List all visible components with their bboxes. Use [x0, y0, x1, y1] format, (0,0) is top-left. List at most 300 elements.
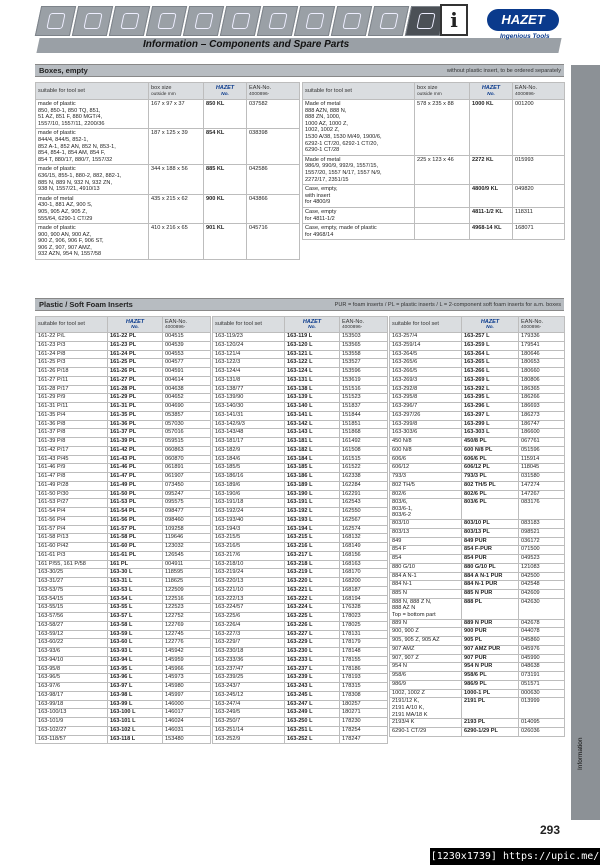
- pliers-icon: [220, 6, 261, 36]
- ean-cell: 146024: [163, 718, 211, 727]
- suitable-cell: made of metal 430-1, 881 AZ, 900 S, 905, 905 AZ, 905 Z, 555/64, 6290-1 CT/29: [36, 194, 149, 223]
- table-row: [213, 420, 388, 429]
- suitable-cell: 163-189/6: [213, 481, 285, 490]
- part-number-cell: 163-296 L: [462, 403, 519, 412]
- table-row: [36, 718, 211, 727]
- ean-cell: 161515: [340, 455, 388, 464]
- table-row: [36, 481, 211, 490]
- suitable-cell: 854: [390, 555, 462, 564]
- part-number-cell: 163-250 L: [285, 718, 340, 727]
- part-number-cell: 161-61 PL: [108, 551, 163, 560]
- part-number-cell: 163-98 L: [108, 691, 163, 700]
- col-ean: [163, 317, 211, 333]
- part-number-cell: 907 AMZ PUR: [462, 645, 519, 654]
- ean-cell: 168132: [340, 534, 388, 543]
- suitable-cell: 163-245/12: [213, 691, 285, 700]
- suitable-cell: 450 N/8: [390, 438, 462, 447]
- part-number-cell: 889 N PUR: [462, 619, 519, 628]
- part-number-cell: 163-30 L: [108, 569, 163, 578]
- part-number-cell: 2193 PL: [462, 719, 519, 728]
- suitable-cell: 163-297/26: [390, 411, 462, 420]
- inserts-table-2: [212, 316, 388, 744]
- ean-cell: 004690: [163, 403, 211, 412]
- part-number-cell: 163-216 L: [285, 543, 340, 552]
- table-row: [213, 726, 388, 735]
- table-row: [213, 534, 388, 543]
- part-number-cell: 163-295 L: [462, 394, 519, 403]
- ean-cell: 162550: [340, 508, 388, 517]
- suitable-cell: 163-54/15: [36, 595, 108, 604]
- table-row: [213, 709, 388, 718]
- col-no-label: HAZET: [125, 318, 145, 325]
- part-number-cell: 163-217 L: [285, 551, 340, 560]
- ean-cell: 004652: [163, 394, 211, 403]
- part-number-cell: 163-99 L: [108, 700, 163, 709]
- part-number-cell: 880 G/10 PL: [462, 563, 519, 572]
- part-number-cell: 163-96 L: [108, 674, 163, 683]
- part-number-cell: 163-215 L: [285, 534, 340, 543]
- gear-icon: [368, 6, 409, 36]
- table-row: [36, 359, 211, 368]
- table-row: [390, 537, 565, 546]
- page-number: 293: [540, 823, 561, 837]
- col-suitable: suitable for tool set: [36, 317, 108, 333]
- part-number-cell: 163-297 L: [462, 411, 519, 420]
- table-row: [36, 508, 211, 517]
- ean-cell: 176328: [340, 604, 388, 613]
- ean-cell: 049523: [519, 555, 565, 564]
- suitable-cell: Case, empty, with insert for 4800/9: [303, 185, 415, 208]
- col-ean-label: EAN-No.: [342, 318, 365, 325]
- table-row: [390, 572, 565, 581]
- table-row: [36, 420, 211, 429]
- table-row: [390, 654, 565, 663]
- ean-cell: 145959: [163, 656, 211, 665]
- screwdriver-icon-glyph: [194, 13, 213, 29]
- table-row: [213, 359, 388, 368]
- col-no: [462, 317, 519, 333]
- ean-cell: 162284: [340, 481, 388, 490]
- ean-cell: 044078: [519, 628, 565, 637]
- ean-cell: 073450: [163, 481, 211, 490]
- part-number-cell: 163-55 L: [108, 604, 163, 613]
- ean-cell: 083183: [519, 520, 565, 529]
- part-number-cell: 163-239 L: [285, 674, 340, 683]
- size-cell: 435 x 215 x 62: [149, 194, 204, 223]
- part-number-cell: 163-265 L: [462, 359, 519, 368]
- ean-cell: 060870: [163, 455, 211, 464]
- suitable-cell: 163-217/6: [213, 551, 285, 560]
- table-row: [36, 333, 211, 342]
- ean-cell: 015993: [513, 155, 565, 184]
- table-row: [213, 543, 388, 552]
- suitable-cell: 2193/4 K: [390, 719, 462, 728]
- part-number-cell: 161-23 PL: [108, 341, 163, 350]
- part-number-cell: 163-102 L: [108, 726, 163, 735]
- suitable-cell: 163-186/16: [213, 473, 285, 482]
- part-number-cell: 450/8 PL: [462, 438, 519, 447]
- category-icon-strip: [38, 6, 443, 36]
- col-size-sub: outside mm: [417, 91, 442, 97]
- suitable-cell: 163-121/4: [213, 350, 285, 359]
- part-number-cell: 163-131 L: [285, 376, 340, 385]
- ean-cell: 178131: [340, 630, 388, 639]
- part-number-cell: 161-22 PL: [108, 333, 163, 342]
- table-row: [213, 683, 388, 692]
- part-number-cell: 161-46 PL: [108, 464, 163, 473]
- ean-cell: 037582: [247, 100, 300, 129]
- table-row: [213, 499, 388, 508]
- tool-icon-glyph: [83, 13, 102, 29]
- part-number-cell: 161-57 PL: [108, 525, 163, 534]
- table-row: [36, 665, 211, 674]
- ean-cell: 168194: [340, 595, 388, 604]
- suitable-cell: 163-251/14: [213, 726, 285, 735]
- ean-cell: 014095: [519, 719, 565, 728]
- col-ean-label: EAN-No.: [521, 318, 544, 325]
- table-row: [36, 551, 211, 560]
- page-header: [0, 0, 600, 58]
- suitable-cell: 163-96/5: [36, 674, 108, 683]
- inserts-note: PUR = foam inserts / PL = plastic inserts / L = 2-component soft foam inserts for a.m. boxes: [334, 301, 561, 308]
- size-cell: 578 x 235 x 88: [415, 100, 470, 156]
- suitable-cell: 163-194/3: [213, 525, 285, 534]
- torque-icon-glyph: [268, 13, 287, 29]
- part-number-cell: 163-252 L: [285, 735, 340, 744]
- ean-cell: 153565: [340, 341, 388, 350]
- part-number-cell: 4800/9 KL: [470, 185, 513, 208]
- suitable-cell: 6290-1 CT/29: [390, 727, 462, 736]
- suitable-cell: 161-26 P/18: [36, 368, 108, 377]
- table-row: [213, 560, 388, 569]
- ean-cell: 178186: [340, 665, 388, 674]
- table-row: [390, 446, 565, 455]
- suitable-cell: 163-59/12: [36, 630, 108, 639]
- table-row: [390, 385, 565, 394]
- hazet-logo: HAZET: [487, 9, 559, 31]
- ean-cell: 151837: [340, 403, 388, 412]
- table-row: [213, 464, 388, 473]
- part-number-cell: 161-49 PL: [108, 481, 163, 490]
- suitable-cell: 161-54 P/4: [36, 508, 108, 517]
- ean-cell: 098521: [519, 528, 565, 537]
- suitable-cell: 163-94/10: [36, 656, 108, 665]
- col-ean: [247, 83, 300, 100]
- suitable-cell: 954 N: [390, 663, 462, 672]
- table-row: [213, 656, 388, 665]
- ean-cell: 151844: [340, 411, 388, 420]
- suitable-cell: 161-53 P/27: [36, 499, 108, 508]
- suitable-cell: Made of metal 888 AZN, 888 N, 888 ZN, 1000, 1000 AZ, 1000 Z, 1002, 1002 Z, 1530 A/38, 1530 M/49, 1900/6, 6292-1 CT/20, 6292-1 CT/20, 6290-1 CT/28: [303, 100, 415, 156]
- table-row: [36, 613, 211, 622]
- part-number-cell: 163-257 L: [462, 333, 519, 342]
- col-ean-label: EAN-No.: [249, 85, 272, 92]
- table-row: [36, 656, 211, 665]
- ean-cell: 048638: [519, 663, 565, 672]
- part-number-cell: 884 N-1 PUR: [462, 581, 519, 590]
- col-ean-sub: 4000896-: [515, 91, 536, 97]
- ean-cell: 118311: [513, 207, 565, 223]
- table-row: [36, 516, 211, 525]
- table-row: [36, 639, 211, 648]
- hammer-icon-glyph: [416, 13, 435, 29]
- ean-cell: 162543: [340, 499, 388, 508]
- suitable-cell: 163-101/9: [36, 718, 108, 727]
- col-suitable: suitable for tool set: [303, 83, 415, 100]
- table-row: [213, 586, 388, 595]
- part-number-cell: 163-186 L: [285, 473, 340, 482]
- table-row: [213, 621, 388, 630]
- ean-cell: 180271: [340, 709, 388, 718]
- inserts-section-bar: [35, 298, 564, 311]
- part-number-cell: 163-264 L: [462, 350, 519, 359]
- part-number-cell: 4811-1/2 KL: [470, 207, 513, 223]
- part-number-cell: 163-124 L: [285, 368, 340, 377]
- logo-tagline: Ingenious Tools: [500, 33, 550, 40]
- table-row: [390, 590, 565, 599]
- ean-cell: 053857: [163, 411, 211, 420]
- suitable-cell: 161-60 P/42: [36, 543, 108, 552]
- col-no-sub: No.: [308, 325, 316, 331]
- suitable-cell: 163-252/9: [213, 735, 285, 744]
- ean-cell: 186365: [519, 385, 565, 394]
- table-row: [390, 350, 565, 359]
- table-row: [36, 411, 211, 420]
- part-number-cell: 606/12 PL: [462, 464, 519, 473]
- part-number-cell: 163-243 L: [285, 683, 340, 692]
- ean-cell: 146000: [163, 700, 211, 709]
- suitable-cell: 163-269/3: [390, 376, 462, 385]
- ean-cell: 153480: [163, 735, 211, 744]
- table-row: [36, 129, 300, 165]
- part-number-cell: 163-118 L: [108, 735, 163, 744]
- table-row: [390, 429, 565, 438]
- table-row: [390, 473, 565, 482]
- ean-cell: 161492: [340, 438, 388, 447]
- table-row: [390, 663, 565, 672]
- ean-cell: 145973: [163, 674, 211, 683]
- image-watermark: [1230x1739] https://upic.me/: [430, 848, 600, 865]
- ean-cell: 180653: [519, 359, 565, 368]
- suitable-cell: 606/6: [390, 455, 462, 464]
- table-row: [213, 368, 388, 377]
- table-row: [213, 341, 388, 350]
- part-number-cell: 905 PL: [462, 637, 519, 646]
- suitable-cell: 802/6: [390, 490, 462, 499]
- table-row: [213, 403, 388, 412]
- size-cell: 344 x 188 x 56: [149, 165, 204, 194]
- part-number-cell: 161-25 PL: [108, 359, 163, 368]
- table-row: [36, 604, 211, 613]
- ean-cell: 153527: [340, 359, 388, 368]
- info-icon: i: [440, 4, 468, 36]
- part-number-cell: 854 PUR: [462, 555, 519, 564]
- part-number-cell: 885 KL: [204, 165, 247, 194]
- part-number-cell: 163-226 L: [285, 621, 340, 630]
- tire-icon: [294, 6, 335, 36]
- part-number-cell: 163-299 L: [462, 420, 519, 429]
- part-number-cell: 803/13 PL: [462, 528, 519, 537]
- ean-cell: 057016: [163, 429, 211, 438]
- ean-cell: 122752: [163, 613, 211, 622]
- suitable-cell: 161-58 P/13: [36, 534, 108, 543]
- table-row: [36, 700, 211, 709]
- col-no: [470, 83, 513, 100]
- col-no-sub: No.: [487, 91, 495, 97]
- ean-cell: 122745: [163, 630, 211, 639]
- table-row: [390, 637, 565, 646]
- ean-cell: 083176: [519, 499, 565, 520]
- part-number-cell: 900 PUR: [462, 628, 519, 637]
- part-number-cell: 163-233 L: [285, 656, 340, 665]
- suitable-cell: 163-31/27: [36, 578, 108, 587]
- ean-cell: 180257: [340, 700, 388, 709]
- suitable-cell: 163-250/7: [213, 718, 285, 727]
- part-number-cell: 161-47 PL: [108, 473, 163, 482]
- col-ean-label: EAN-No.: [515, 85, 538, 92]
- ean-cell: 162291: [340, 490, 388, 499]
- table-row: [213, 691, 388, 700]
- table-row: [213, 508, 388, 517]
- ean-cell: 045860: [519, 637, 565, 646]
- table-row: [390, 341, 565, 350]
- suitable-cell: 986/9: [390, 680, 462, 689]
- table-row: [213, 648, 388, 657]
- ean-cell: 151523: [340, 394, 388, 403]
- suitable-cell: 163-30/25: [36, 569, 108, 578]
- suitable-cell: 884 N-1: [390, 581, 462, 590]
- part-number-cell: 161-36 PL: [108, 420, 163, 429]
- ean-cell: 178230: [340, 718, 388, 727]
- table-row: [213, 333, 388, 342]
- part-number-cell: 163-59 L: [108, 630, 163, 639]
- col-no-sub: No.: [486, 325, 494, 331]
- pliers-icon-glyph: [231, 13, 250, 29]
- part-number-cell: 163-292 L: [462, 385, 519, 394]
- table-row: [390, 581, 565, 590]
- part-number-cell: 163-220 L: [285, 578, 340, 587]
- ean-cell: 119646: [163, 534, 211, 543]
- part-number-cell: 163-122 L: [285, 359, 340, 368]
- table-row: [36, 394, 211, 403]
- suitable-cell: 163-120/24: [213, 341, 285, 350]
- suitable-cell: 163-215/5: [213, 534, 285, 543]
- part-number-cell: 163-142 L: [285, 420, 340, 429]
- table-row: [36, 709, 211, 718]
- size-cell: 410 x 216 x 65: [149, 224, 204, 260]
- ean-cell: 031580: [519, 473, 565, 482]
- measure-icon: [331, 6, 372, 36]
- suitable-cell: 163-219/24: [213, 569, 285, 578]
- ean-cell: 168156: [340, 551, 388, 560]
- col-ean-label: EAN-No.: [165, 318, 188, 325]
- table-row: [213, 350, 388, 359]
- suitable-cell: 163-143/48: [213, 429, 285, 438]
- part-number-cell: 163-247 L: [285, 700, 340, 709]
- ean-cell: 045990: [519, 654, 565, 663]
- table-row: [213, 700, 388, 709]
- suitable-cell: 163-218/10: [213, 560, 285, 569]
- ean-cell: 004577: [163, 359, 211, 368]
- part-number-cell: 161-24 PL: [108, 350, 163, 359]
- part-number-cell: 163-54 L: [108, 595, 163, 604]
- col-no: [285, 317, 340, 333]
- size-cell: [415, 207, 470, 223]
- part-number-cell: 163-143 L: [285, 429, 340, 438]
- suitable-cell: 161-23 P/3: [36, 341, 108, 350]
- ean-cell: 162338: [340, 473, 388, 482]
- suitable-cell: 163-227/3: [213, 630, 285, 639]
- table-row: [36, 534, 211, 543]
- table-row: [213, 473, 388, 482]
- suitable-cell: 163-97/6: [36, 683, 108, 692]
- ean-cell: 178179: [340, 639, 388, 648]
- table-row: [303, 185, 565, 208]
- part-number-cell: 901 KL: [204, 224, 247, 260]
- table-row: [213, 604, 388, 613]
- part-number-cell: 161-56 PL: [108, 516, 163, 525]
- suitable-cell: 803/10: [390, 520, 462, 529]
- boxes-table-right: [302, 82, 565, 240]
- ean-cell: 118595: [163, 569, 211, 578]
- ean-cell: 146017: [163, 709, 211, 718]
- part-number-cell: 161-58 PL: [108, 534, 163, 543]
- part-number-cell: 163-140 L: [285, 403, 340, 412]
- part-number-cell: 163-229 L: [285, 639, 340, 648]
- ean-cell: 122516: [163, 595, 211, 604]
- part-number-cell: 2191 PL: [462, 698, 519, 719]
- table-row: [390, 645, 565, 654]
- suitable-cell: 163-182/9: [213, 446, 285, 455]
- ean-cell: 038398: [247, 129, 300, 165]
- part-number-cell: 803/6 PL: [462, 499, 519, 520]
- table-row: [213, 455, 388, 464]
- table-row: [36, 735, 211, 744]
- table-row: [36, 194, 300, 223]
- socket-icon: [146, 6, 187, 36]
- ean-cell: 178193: [340, 674, 388, 683]
- ean-cell: 061891: [163, 464, 211, 473]
- size-cell: 187 x 125 x 39: [149, 129, 204, 165]
- table-row: [36, 376, 211, 385]
- part-number-cell: 163-194 L: [285, 525, 340, 534]
- ean-cell: 026036: [519, 727, 565, 736]
- ean-cell: 151851: [340, 420, 388, 429]
- suitable-cell: 161-36 P/8: [36, 420, 108, 429]
- wrench-icon-glyph: [120, 13, 139, 29]
- suitable-cell: 161-46 P/9: [36, 464, 108, 473]
- ean-cell: 178155: [340, 656, 388, 665]
- ean-cell: 145966: [163, 665, 211, 674]
- suitable-cell: 163-98/17: [36, 691, 108, 700]
- table-row: [390, 680, 565, 689]
- table-row: [36, 630, 211, 639]
- part-number-cell: 161-26 PL: [108, 368, 163, 377]
- ean-cell: 013999: [519, 698, 565, 719]
- suitable-cell: 163-221/10: [213, 586, 285, 595]
- table-row: [390, 563, 565, 572]
- suitable-cell: 849: [390, 537, 462, 546]
- table-row: [390, 394, 565, 403]
- part-number-cell: 163-266 L: [462, 368, 519, 377]
- suitable-cell: 163-247/4: [213, 700, 285, 709]
- table-row: [213, 613, 388, 622]
- ean-cell: 153503: [340, 333, 388, 342]
- col-no: [108, 317, 163, 333]
- table-row: [390, 528, 565, 537]
- boxes-table-left: [35, 82, 300, 260]
- table-row: [36, 691, 211, 700]
